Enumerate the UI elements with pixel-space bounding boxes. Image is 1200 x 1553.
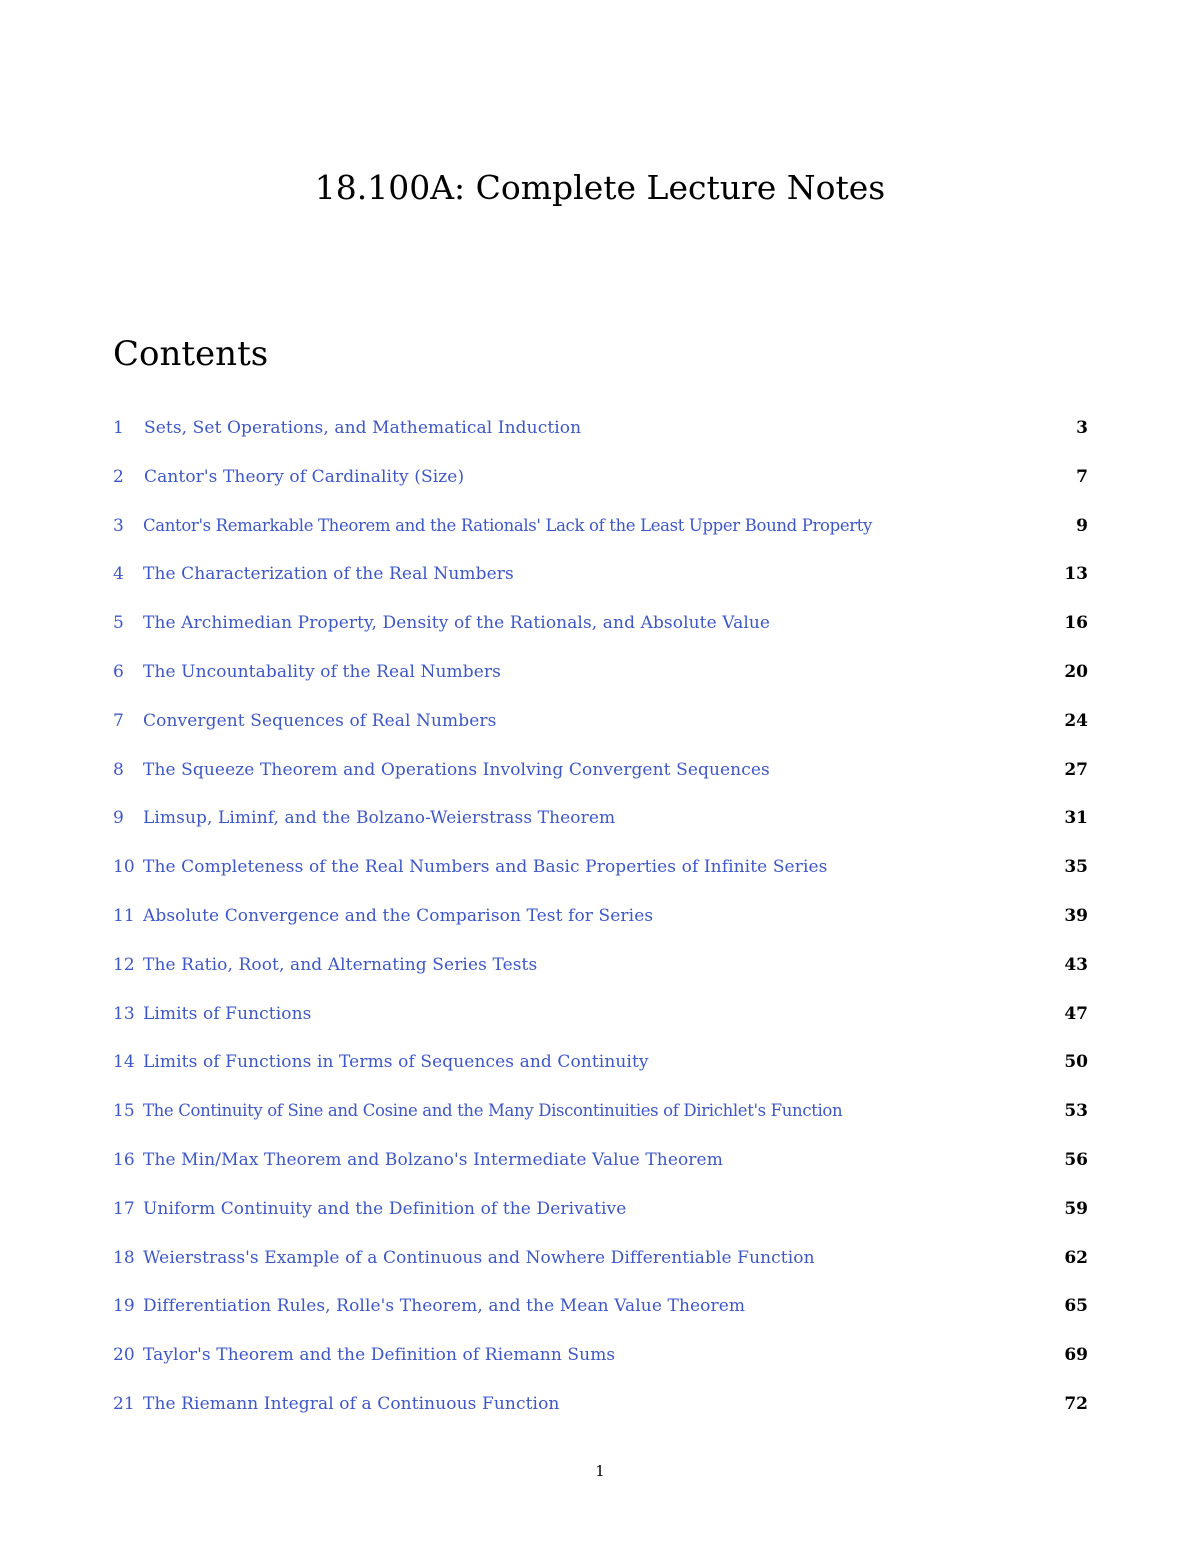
toc-entry-title[interactable]: Cantor's Theory of Cardinality (Size) [144, 466, 465, 487]
toc-entry-number: 7 [113, 710, 124, 731]
toc-entry-number: 10 [113, 857, 135, 878]
toc-entry-number: 21 [113, 1393, 135, 1414]
toc-entry-page: 20 [1064, 661, 1088, 682]
toc-entry-title[interactable]: Limits of Functions [143, 1003, 312, 1024]
toc-entry-page: 9 [1076, 515, 1088, 536]
toc-entry-title[interactable]: Limits of Functions in Terms of Sequences and Continuity [143, 1052, 649, 1073]
toc-entry-page: 16 [1064, 613, 1088, 634]
toc-entry-page: 69 [1064, 1345, 1088, 1366]
toc-entry-5[interactable] [113, 613, 1088, 662]
toc-entry-title[interactable]: Limsup, Liminf, and the Bolzano-Weierstrass Theorem [143, 808, 616, 829]
toc-entry-page: 7 [1076, 466, 1088, 487]
toc-entry-15[interactable] [113, 1101, 1088, 1150]
toc-entry-page: 72 [1064, 1393, 1088, 1414]
toc-entry-page: 3 [1076, 418, 1088, 438]
toc-entry-page: 65 [1064, 1296, 1088, 1317]
toc-entry-page: 24 [1064, 710, 1088, 731]
page-number: 1 [595, 1462, 605, 1480]
toc-entry-13[interactable] [113, 1004, 1088, 1053]
toc-entry-title[interactable]: Differentiation Rules, Rolle's Theorem, and the Mean Value Theorem [143, 1296, 746, 1317]
toc-entry-2[interactable] [113, 467, 1088, 516]
toc-entry-title[interactable]: Sets, Set Operations, and Mathematical Induction [144, 418, 582, 438]
toc-entry-11[interactable] [113, 906, 1088, 955]
toc-entry-page: 62 [1064, 1247, 1088, 1268]
toc-entry-21[interactable] [113, 1394, 1088, 1443]
toc-entry-page: 27 [1064, 759, 1088, 780]
toc-entry-number: 20 [113, 1345, 135, 1366]
toc-entry-title[interactable]: The Archimedian Property, Density of the Rationals, and Absolute Value [143, 613, 771, 634]
toc-entry-9[interactable] [113, 808, 1088, 857]
toc-entry-8[interactable] [113, 760, 1088, 809]
toc-entry-number: 5 [113, 613, 124, 634]
toc-entry-number: 18 [113, 1247, 135, 1268]
toc-entry-number: 6 [113, 661, 124, 682]
toc-entry-number: 19 [113, 1296, 135, 1317]
toc-entry-title[interactable]: The Completeness of the Real Numbers and Basic Properties of Infinite Series [143, 857, 828, 878]
toc-entry-4[interactable] [113, 564, 1088, 613]
document-title: 18.100A: Complete Lecture Notes [314, 168, 886, 207]
toc-entry-title[interactable]: The Continuity of Sine and Cosine and the Many Discontinuities of Dirichlet's Function [143, 1101, 843, 1121]
toc-entry-page: 56 [1064, 1149, 1088, 1170]
toc-entry-17[interactable] [113, 1199, 1088, 1248]
toc-entry-title[interactable]: The Characterization of the Real Numbers [143, 564, 514, 585]
toc-entry-number: 2 [113, 466, 124, 487]
toc-entry-number: 8 [113, 759, 124, 780]
toc-entry-16[interactable] [113, 1150, 1088, 1199]
toc-entry-18[interactable] [113, 1248, 1088, 1297]
toc-entry-title[interactable]: The Riemann Integral of a Continuous Function [143, 1393, 560, 1414]
toc-entry-title[interactable]: The Squeeze Theorem and Operations Involving Convergent Sequences [143, 759, 770, 780]
contents-heading: Contents [113, 334, 269, 374]
toc-entry-7[interactable] [113, 711, 1088, 760]
toc-entry-number: 15 [113, 1101, 135, 1122]
toc-entry-page: 59 [1064, 1198, 1088, 1219]
toc-entry-12[interactable] [113, 955, 1088, 1004]
toc-entry-page: 53 [1064, 1101, 1088, 1122]
toc-entry-title[interactable]: Absolute Convergence and the Comparison Test for Series [143, 905, 654, 926]
toc-entry-number: 13 [113, 1003, 135, 1024]
toc-entry-title[interactable]: Convergent Sequences of Real Numbers [143, 710, 497, 731]
toc-entry-title[interactable]: The Uncountabality of the Real Numbers [143, 661, 501, 682]
toc-entry-title[interactable]: Weierstrass's Example of a Continuous and Nowhere Differentiable Function [143, 1247, 815, 1268]
toc-entry-number: 16 [113, 1149, 135, 1170]
toc-entry-page: 31 [1064, 808, 1088, 829]
toc-entry-title[interactable]: Cantor's Remarkable Theorem and the Rationals' Lack of the Least Upper Bound Property [143, 515, 873, 535]
toc-entry-6[interactable] [113, 662, 1088, 711]
toc-entry-title[interactable]: Uniform Continuity and the Definition of the Derivative [143, 1198, 627, 1219]
toc-entry-number: 17 [113, 1198, 135, 1219]
toc-entry-page: 47 [1064, 1003, 1088, 1024]
toc-entry-3[interactable] [113, 516, 1088, 565]
toc-entry-number: 1 [113, 418, 124, 438]
toc-entry-number: 11 [113, 905, 135, 926]
toc-entry-number: 14 [113, 1052, 135, 1073]
toc-entry-page: 13 [1064, 564, 1088, 585]
toc-entry-page: 50 [1064, 1052, 1088, 1073]
toc-entry-page: 39 [1064, 905, 1088, 926]
toc-entry-title[interactable]: The Ratio, Root, and Alternating Series Tests [143, 954, 538, 975]
toc-entry-title[interactable]: The Min/Max Theorem and Bolzano's Intermediate Value Theorem [143, 1149, 723, 1170]
toc-entry-19[interactable] [113, 1296, 1088, 1345]
toc-entry-10[interactable] [113, 857, 1088, 906]
toc-entry-number: 4 [113, 564, 124, 585]
toc-entry-1[interactable] [113, 418, 1088, 467]
toc-entry-number: 12 [113, 954, 135, 975]
toc-entry-page: 43 [1064, 954, 1088, 975]
toc-entry-page: 35 [1064, 857, 1088, 878]
table-of-contents [113, 418, 1088, 1443]
toc-entry-title[interactable]: Taylor's Theorem and the Definition of Riemann Sums [143, 1345, 616, 1366]
toc-entry-number: 3 [113, 515, 124, 536]
toc-entry-14[interactable] [113, 1052, 1088, 1101]
toc-entry-number: 9 [113, 808, 124, 829]
toc-entry-20[interactable] [113, 1345, 1088, 1394]
